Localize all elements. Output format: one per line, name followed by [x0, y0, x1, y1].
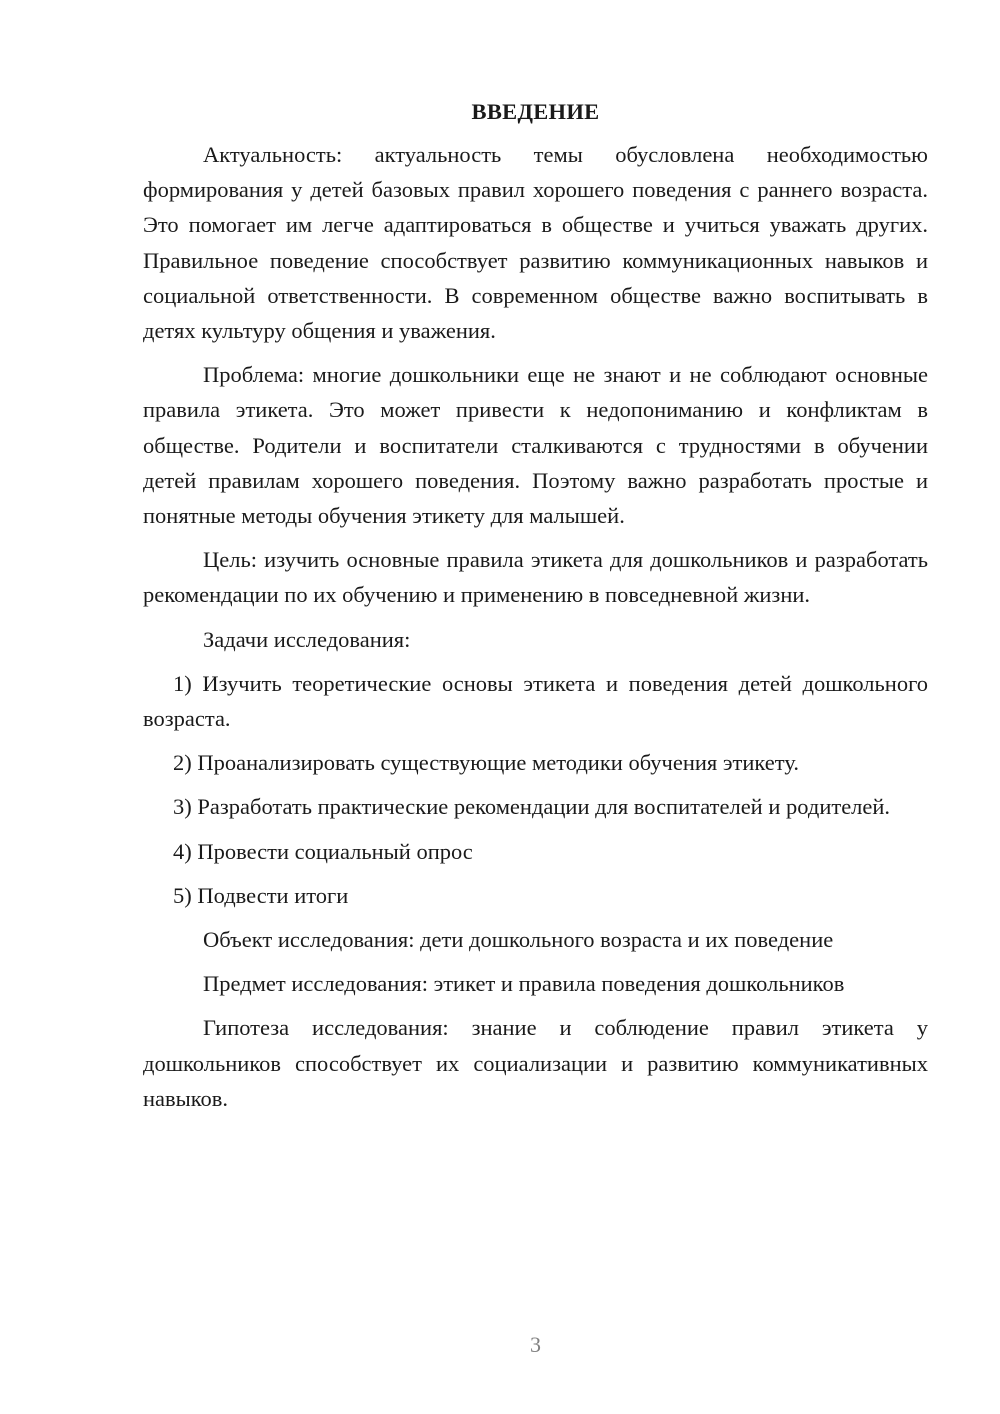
- page-content: [143, 94, 928, 1125]
- paragraph-problem: Проблема: многие дошкольники еще не знают и не соблюдают основные правила этикета. Это может привести к недопониманию и конфликтам в обществе. Родители и воспитатели сталкиваются с трудностями в обучении детей правилам хорошего поведения. Поэтому важно разработать простые и понятные методы обучения этикету для малышей.: [143, 362, 928, 529]
- task-item-1: 1) Изучить теоретические основы этикета и поведения детей дошкольного возраста.: [143, 670, 928, 732]
- paragraph-subject: Предмет исследования: этикет и правила поведения дошкольников: [203, 971, 845, 997]
- section-title: ВВЕДЕНИЕ: [471, 99, 600, 124]
- paragraph-hypothesis: Гипотеза исследования: знание и соблюдение правил этикета у дошкольников способствует их социализации и развитию коммуникативных навыков.: [143, 1015, 928, 1111]
- paragraph-goal: Цель: изучить основные правила этикета для дошкольников и разработать рекомендации по их обучению и применению в повседневной жизни.: [143, 547, 928, 608]
- paragraph-object: Объект исследования: дети дошкольного возраста и их поведение: [203, 927, 834, 953]
- task-item-3: 3) Разработать практические рекомендации для воспитателей и родителей.: [173, 794, 891, 820]
- task-item-5: 5) Подвести итоги: [173, 882, 349, 908]
- task-item-2: 2) Проанализировать существующие методики обучения этикету.: [173, 750, 799, 776]
- task-item-4: 4) Провести социальный опрос: [173, 838, 473, 864]
- page-number: 3: [530, 1332, 541, 1357]
- paragraph-relevance: Актуальность: актуальность темы обусловлена необходимостью формирования у детей базовых правил хорошего поведения с раннего возраста. Это помогает им легче адаптироваться в обществе и учиться уважать других. Правильное поведение способствует развитию коммуникационных навыков и социальной ответственности. В современном обществе важно воспитывать в детях культуру общения и уважения.: [143, 142, 928, 344]
- paragraph-tasks-heading: Задачи исследования:: [203, 626, 411, 652]
